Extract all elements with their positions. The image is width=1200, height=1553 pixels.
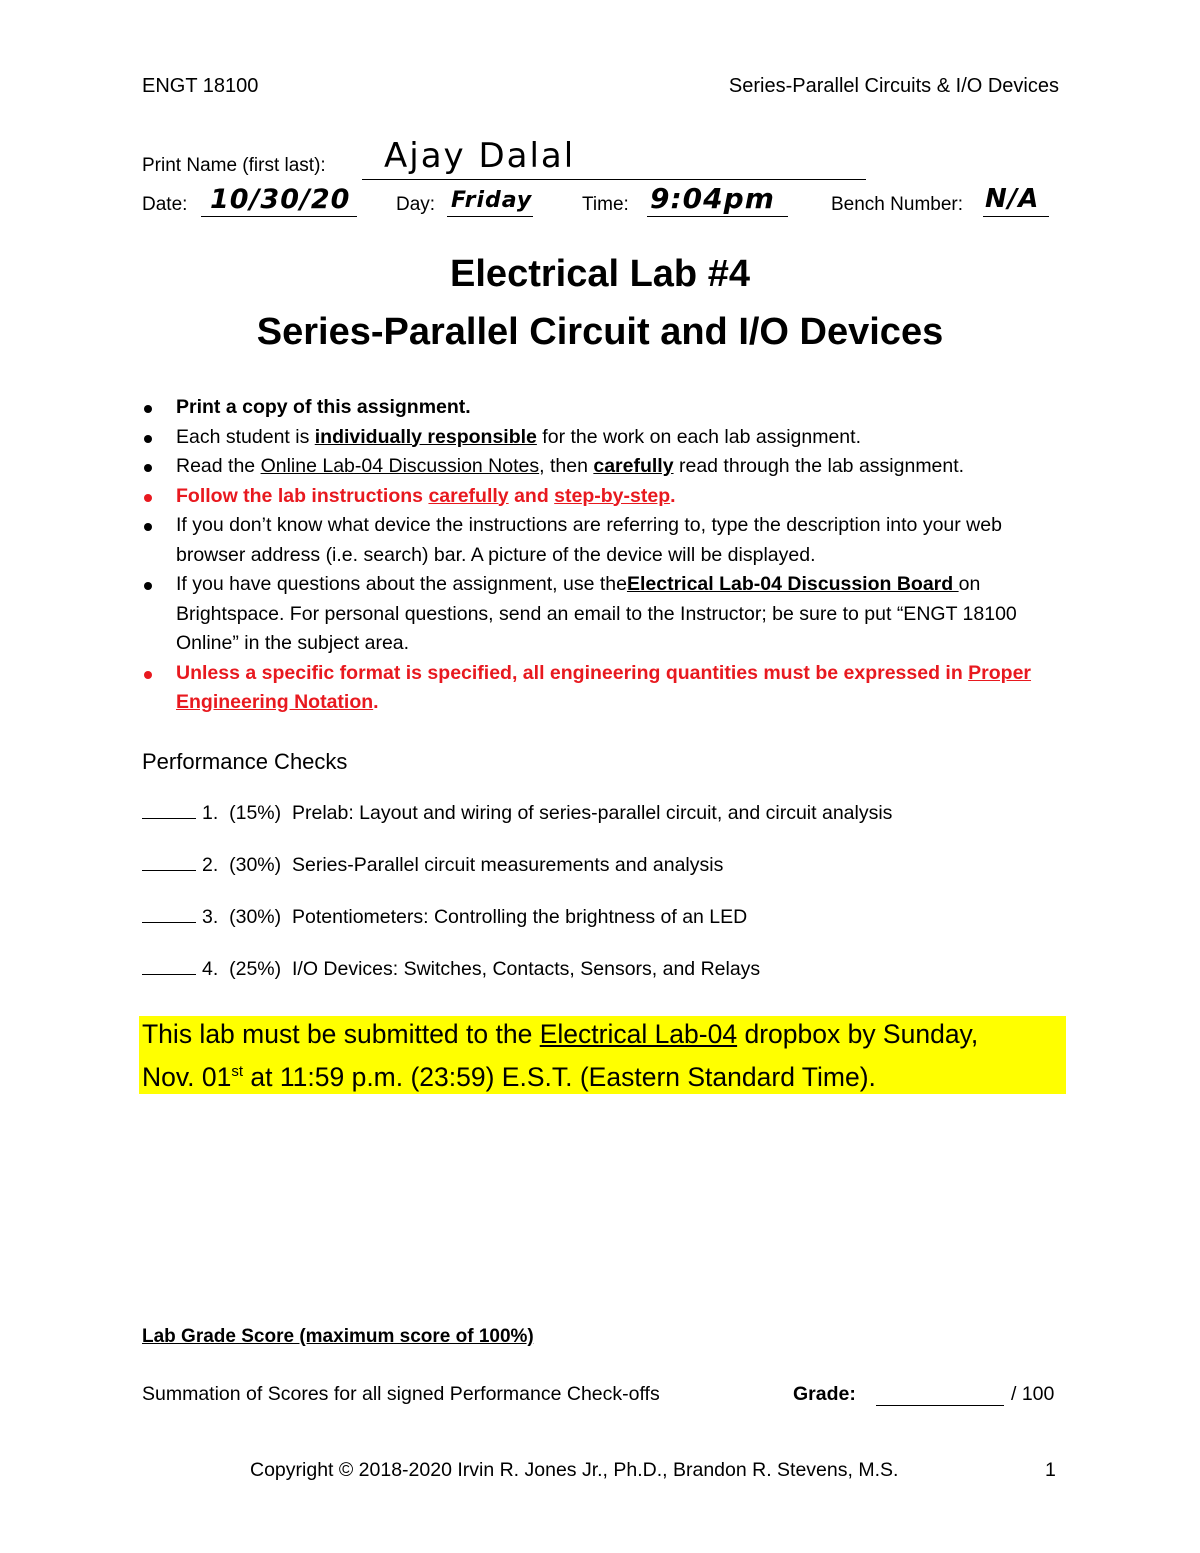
list-item: [140, 659, 1056, 718]
grade-label: Grade:: [793, 1383, 856, 1405]
date-underline: [201, 216, 357, 217]
time-value: 9:04pm: [650, 182, 775, 215]
bullet-text: If you have questions about the assignment, use the: [176, 573, 627, 595]
bullet-icon: [144, 582, 152, 590]
time-label: Time:: [582, 194, 629, 215]
bullet-icon: [144, 523, 152, 531]
performance-heading: Performance Checks: [142, 749, 348, 774]
grade-heading: Lab Grade Score (maximum score of 100%): [142, 1326, 534, 1347]
performance-item: [142, 958, 760, 981]
list-item: [140, 511, 1056, 570]
page-number: 1: [1045, 1459, 1056, 1481]
bullet-text: and: [508, 484, 555, 507]
notice-text: Nov. 01: [142, 1061, 232, 1092]
bullet-icon: [144, 671, 152, 679]
list-item: [140, 452, 1070, 482]
bullet-text: , then: [539, 455, 594, 477]
check-number: 4.: [202, 958, 219, 980]
bullet-text: Unless a specific format is specified, all engineering quantities must be expressed in: [176, 661, 969, 684]
grade-max: / 100: [1011, 1383, 1055, 1405]
day-label: Day:: [396, 194, 436, 215]
engineering-notation-link[interactable]: Proper Engineering Notation: [176, 661, 1032, 713]
bullet-text: Follow the lab instructions: [176, 484, 429, 507]
bench-value: N/A: [985, 184, 1040, 214]
copyright: Copyright © 2018-2020 Irvin R. Jones Jr., Ph.D., Brandon R. Stevens, M.S.: [250, 1459, 899, 1481]
check-percent: (30%): [229, 854, 282, 876]
bullet-icon: [144, 464, 152, 472]
check-blank[interactable]: [142, 802, 196, 819]
bullet-text: for the work on each lab assignment.: [536, 425, 861, 448]
submission-notice: [139, 1016, 1066, 1094]
check-blank[interactable]: [142, 958, 196, 975]
bullet-text: read through the lab assignment.: [673, 455, 965, 477]
bullet-emphasis: carefully: [428, 484, 509, 507]
check-percent: (30%): [229, 906, 282, 928]
check-number: 3.: [202, 906, 219, 928]
check-blank[interactable]: [142, 854, 196, 871]
check-text: Series-Parallel circuit measurements and analysis: [291, 854, 724, 876]
grade-input[interactable]: [876, 1405, 1004, 1406]
bullet-emphasis: step-by-step: [554, 484, 671, 507]
bullet-emphasis: individually responsible: [314, 425, 537, 448]
time-underline: [647, 216, 788, 217]
bullet-icon: [144, 405, 152, 413]
date-value: 10/30/20: [210, 184, 351, 215]
bench-underline: [983, 216, 1049, 217]
lab-subtitle: Series-Parallel Circuit and I/O Devices: [256, 311, 944, 353]
summation-text: Summation of Scores for all signed Performance Check-offs: [142, 1383, 660, 1405]
check-percent: (15%): [229, 802, 282, 824]
name-value: Ajay Dalal: [384, 136, 576, 176]
name-underline: [362, 179, 866, 180]
bullet-icon: [144, 435, 152, 443]
lab-title: Electrical Lab #4: [450, 253, 750, 295]
list-item: [140, 393, 1070, 423]
course-code: ENGT 18100: [142, 75, 259, 97]
notice-text: at 11:59 p.m. (23:59) E.S.T. (Eastern Standard Time).: [243, 1061, 876, 1092]
list-item: [140, 570, 1056, 659]
dropbox-link[interactable]: Electrical Lab-04: [539, 1019, 738, 1049]
notice-text: dropbox by Sunday,: [737, 1019, 979, 1049]
check-text: Potentiometers: Controlling the brightness of an LED: [291, 906, 748, 928]
check-number: 1.: [202, 802, 219, 824]
date-label: Date:: [142, 194, 188, 215]
check-text: I/O Devices: Switches, Contacts, Sensors, and Relays: [291, 958, 761, 980]
bullet-text: .: [373, 691, 379, 713]
discussion-board-link[interactable]: Electrical Lab-04 Discussion Board: [626, 573, 959, 595]
performance-item: [142, 906, 747, 929]
day-value: Friday: [451, 188, 533, 213]
notice-text: This lab must be submitted to the: [142, 1019, 540, 1049]
list-item: [140, 482, 1070, 512]
notice-superscript: st: [231, 1063, 244, 1080]
list-item: [140, 423, 1070, 453]
check-text: Prelab: Layout and wiring of series-parallel circuit, and circuit analysis: [291, 802, 893, 824]
check-blank[interactable]: [142, 906, 196, 923]
instruction-list: [140, 393, 1070, 718]
check-number: 2.: [202, 854, 219, 876]
performance-item: [142, 802, 892, 825]
bullet-icon: [144, 494, 152, 502]
header-topic: Series-Parallel Circuits & I/O Devices: [728, 75, 1059, 97]
day-underline: [447, 216, 533, 217]
bullet-text: If you don’t know what device the instructions are referring to, type the description into your web browser address (i.e. search) bar. A picture of the device will be displayed.: [176, 514, 1002, 566]
bullet-text: Read the: [176, 455, 261, 477]
bullet-text: Print a copy of this assignment.: [176, 396, 471, 418]
check-percent: (25%): [229, 958, 282, 980]
bullet-text: .: [670, 484, 676, 507]
bench-label: Bench Number:: [831, 194, 964, 215]
bullet-text: Each student is: [176, 425, 315, 448]
bullet-emphasis: carefully: [593, 455, 674, 477]
discussion-notes-link[interactable]: Online Lab-04 Discussion Notes: [260, 455, 540, 477]
name-label: Print Name (first last):: [142, 155, 326, 176]
bullet-text: on Brightspace. For personal questions, send an email to the Instructor; be sure to put “ENGT 18100 Online” in the subject area.: [176, 573, 1017, 654]
performance-item: [142, 854, 723, 877]
